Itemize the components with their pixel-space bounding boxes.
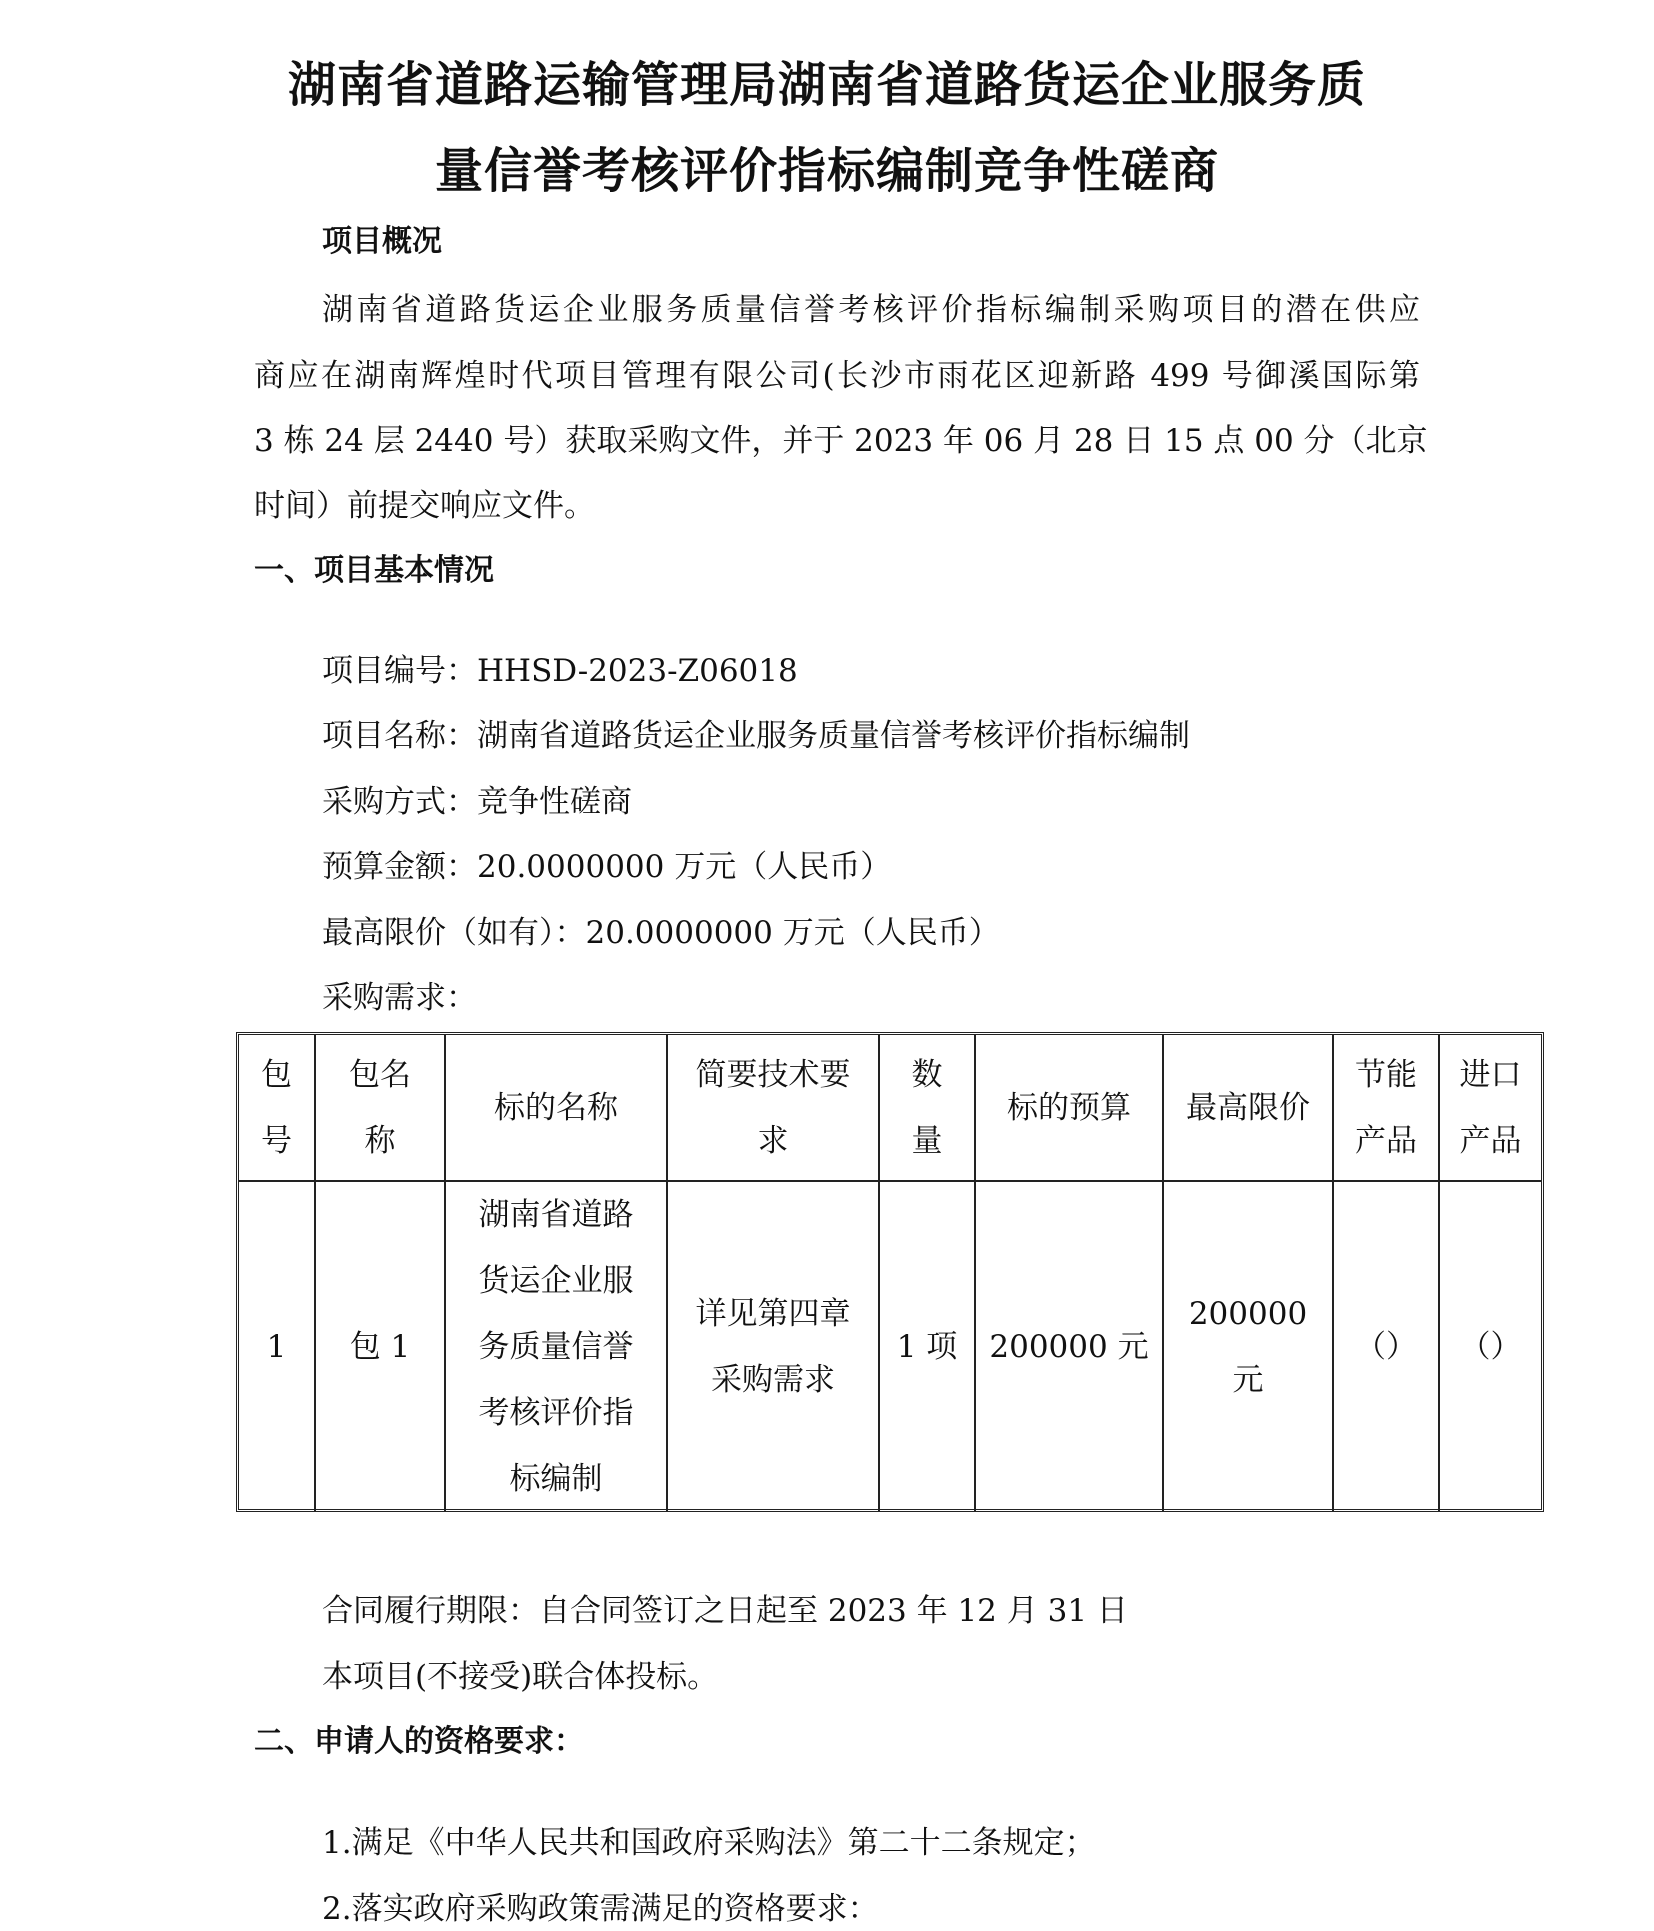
header-imported: 进口 产品 [1439, 1035, 1541, 1181]
qualification-item-1: 1.满足《中华人民共和国政府采购法》第二十二条规定； [322, 1825, 1096, 1861]
header-max-price: 最高限价 [1163, 1035, 1333, 1181]
header-package-name: 包名 称 [315, 1035, 445, 1181]
section2-heading: 二、申请人的资格要求： [254, 1724, 584, 1759]
header-item-name: 标的名称 [445, 1035, 667, 1181]
document-title-line-1: 湖南省道路运输管理局湖南省道路货运企业服务质 [287, 57, 1366, 113]
document-title-line-2: 量信誉考核评价指标编制竞争性磋商 [434, 143, 1219, 199]
consortium-note: 本项目(不接受)联合体投标。 [322, 1659, 719, 1695]
cell-quantity: 1 项 [879, 1181, 975, 1512]
qualification-item-2: 2.落实政府采购政策需满足的资格要求： [322, 1891, 879, 1927]
cell-energy-saving: （） [1333, 1181, 1439, 1512]
header-tech-requirements: 简要技术要 求 [667, 1035, 879, 1181]
cell-imported: （） [1439, 1181, 1541, 1512]
project-number: 项目编号：HHSD-2023-Z06018 [322, 653, 798, 689]
cell-tech-requirements: 详见第四章 采购需求 [667, 1181, 879, 1512]
project-name: 项目名称：湖南省道路货运企业服务质量信誉考核评价指标编制 [322, 718, 1190, 754]
table-header-row [239, 1035, 1541, 1181]
cell-max-price: 200000 元 [1163, 1181, 1333, 1512]
overview-paragraph-line-3: 3 栋 24 层 2440 号）获取采购文件，并于 2023 年 06 月 28 日 15 点 00 分（北京 [254, 423, 1428, 459]
cell-package-name: 包 1 [315, 1181, 445, 1512]
overview-paragraph-line-2: 商应在湖南辉煌时代项目管理有限公司(长沙市雨花区迎新路 499 号御溪国际第 [254, 358, 1420, 394]
section1-heading: 一、项目基本情况 [254, 553, 494, 588]
header-energy-saving: 节能 产品 [1333, 1035, 1439, 1181]
cell-item-name: 湖南省道路 货运企业服 务质量信誉 考核评价指 标编制 [445, 1181, 667, 1512]
requirements-table [236, 1032, 1544, 1512]
header-package-number: 包 号 [239, 1035, 315, 1181]
contract-period: 合同履行期限：自合同签订之日起至 2023 年 12 月 31 日 [322, 1593, 1128, 1629]
max-price: 最高限价（如有）：20.0000000 万元（人民币） [322, 915, 1000, 951]
header-quantity: 数 量 [879, 1035, 975, 1181]
overview-paragraph-line-4: 时间）前提交响应文件。 [254, 488, 595, 524]
cell-package-number: 1 [239, 1181, 315, 1512]
procurement-method: 采购方式：竞争性磋商 [322, 784, 632, 820]
requirements-label: 采购需求： [322, 980, 477, 1016]
table-row [239, 1181, 1541, 1512]
budget-amount: 预算金额：20.0000000 万元（人民币） [322, 849, 892, 885]
cell-budget: 200000 元 [975, 1181, 1163, 1512]
overview-paragraph-line-1: 湖南省道路货运企业服务质量信誉考核评价指标编制采购项目的潜在供应 [322, 292, 1420, 328]
header-budget: 标的预算 [975, 1035, 1163, 1181]
overview-heading: 项目概况 [322, 224, 442, 259]
